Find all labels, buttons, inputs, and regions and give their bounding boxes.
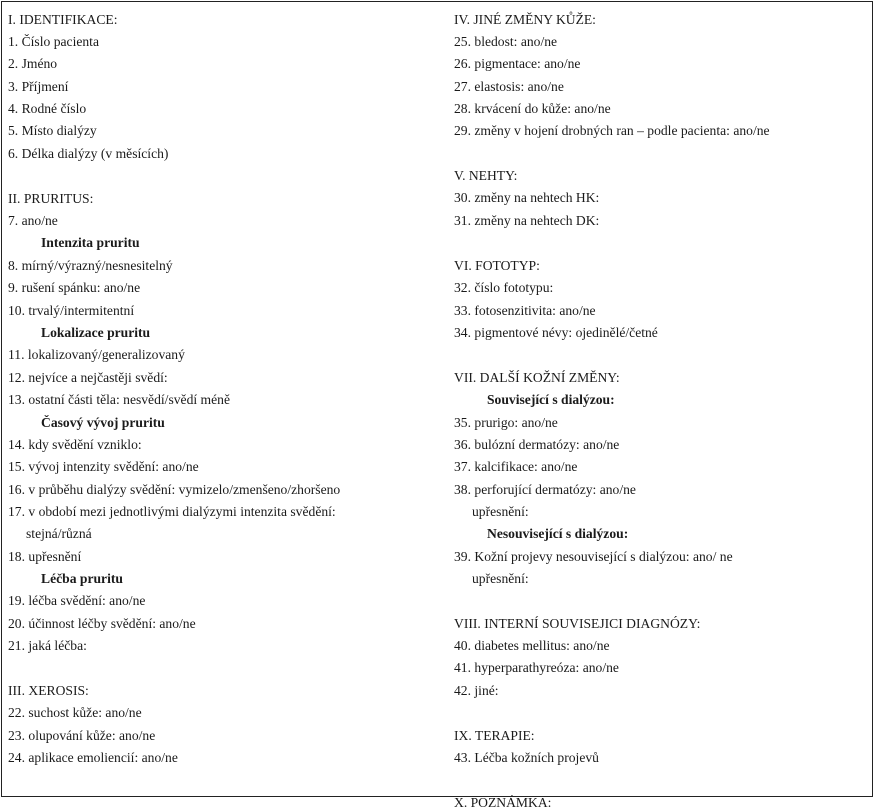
- right-form-item: 29. změny v hojení drobných ran – podle pacienta: ano/ne: [454, 123, 770, 138]
- left-section-heading: II. PRURITUS:: [8, 191, 94, 206]
- right-form-item: upřesnění:: [472, 504, 529, 519]
- right-form-item: 43. Léčba kožních projevů: [454, 750, 599, 765]
- left-form-item: 17. v období mezi jednotlivými dialýzymi intenzita svědění:: [8, 504, 336, 519]
- form-frame: [1, 1, 873, 810]
- right-form-item: 34. pigmentové névy: ojedinělé/četné: [454, 325, 658, 340]
- left-form-item: 24. aplikace emoliencií: ano/ne: [8, 750, 178, 765]
- left-form-item: 3. Příjmení: [8, 79, 69, 94]
- left-form-item: 14. kdy svědění vzniklo:: [8, 437, 142, 452]
- left-form-item: 22. suchost kůže: ano/ne: [8, 705, 142, 720]
- left-form-item: 11. lokalizovaný/generalizovaný: [8, 347, 185, 362]
- left-form-item: 19. léčba svědění: ano/ne: [8, 593, 146, 608]
- left-subheading: Časový vývoj pruritu: [41, 415, 165, 430]
- right-subheading: Nesouvisející s dialýzou:: [487, 526, 629, 541]
- right-form-item: 33. fotosenzitivita: ano/ne: [454, 303, 596, 318]
- left-form-item: 21. jaká léčba:: [8, 638, 87, 653]
- right-form-item: 38. perforující dermatózy: ano/ne: [454, 482, 636, 497]
- left-form-item: 7. ano/ne: [8, 213, 58, 228]
- right-form-item: 26. pigmentace: ano/ne: [454, 56, 581, 71]
- left-section-heading: III. XEROSIS:: [8, 683, 89, 698]
- left-section-heading: I. IDENTIFIKACE:: [8, 12, 118, 27]
- left-form-item: 1. Číslo pacienta: [8, 34, 99, 49]
- right-form-item: 40. diabetes mellitus: ano/ne: [454, 638, 610, 653]
- left-form-item: stejná/různá: [26, 526, 92, 541]
- left-form-item: 10. trvalý/intermitentní: [8, 303, 135, 318]
- left-form-item: 9. rušení spánku: ano/ne: [8, 280, 141, 295]
- right-section-heading: VIII. INTERNÍ SOUVISEJICI DIAGNÓZY:: [454, 616, 701, 631]
- left-form-item: 6. Délka dialýzy (v měsících): [8, 146, 169, 161]
- left-form-item: 5. Místo dialýzy: [8, 123, 97, 138]
- right-form-item: 28. krvácení do kůže: ano/ne: [454, 101, 611, 116]
- right-form-item: 37. kalcifikace: ano/ne: [454, 459, 578, 474]
- left-form-item: 23. olupování kůže: ano/ne: [8, 728, 156, 743]
- right-section-heading: VII. DALŠÍ KOŽNÍ ZMĚNY:: [454, 370, 620, 385]
- left-subheading: Lokalizace pruritu: [41, 325, 151, 340]
- left-form-item: 20. účinnost léčby svědění: ano/ne: [8, 616, 196, 631]
- right-form-item: 27. elastosis: ano/ne: [454, 79, 564, 94]
- left-form-item: 13. ostatní části těla: nesvědí/svědí méně: [8, 392, 230, 407]
- right-section-heading: X. POZNÁMKA:: [454, 795, 552, 810]
- right-form-item: 36. bulózní dermatózy: ano/ne: [454, 437, 620, 452]
- right-form-item: upřesnění:: [472, 571, 529, 586]
- right-section-heading: V. NEHTY:: [454, 168, 518, 183]
- right-form-item: 42. jiné:: [454, 683, 499, 698]
- right-form-item: 30. změny na nehtech HK:: [454, 190, 600, 205]
- left-form-item: 2. Jméno: [8, 56, 58, 71]
- left-form-item: 16. v průběhu dialýzy svědění: vymizelo/zmenšeno/zhoršeno: [8, 482, 341, 497]
- right-form-item: 39. Kožní projevy nesouvisející s dialýzou: ano/ ne: [454, 549, 733, 564]
- right-section-heading: IX. TERAPIE:: [454, 728, 535, 743]
- left-subheading: Léčba pruritu: [41, 571, 123, 586]
- right-section-heading: VI. FOTOTYP:: [454, 258, 540, 273]
- left-subheading: Intenzita pruritu: [41, 235, 140, 250]
- right-subheading: Související s dialýzou:: [487, 392, 615, 407]
- left-form-item: 18. upřesnění: [8, 549, 82, 564]
- left-form-item: 4. Rodné číslo: [8, 101, 87, 116]
- right-form-item: 25. bledost: ano/ne: [454, 34, 558, 49]
- right-section-heading: IV. JINÉ ZMĚNY KŮŽE:: [454, 12, 596, 27]
- left-form-item: 15. vývoj intenzity svědění: ano/ne: [8, 459, 199, 474]
- right-form-item: 35. prurigo: ano/ne: [454, 415, 558, 430]
- right-form-item: 41. hyperparathyreóza: ano/ne: [454, 660, 619, 675]
- left-form-item: 12. nejvíce a nejčastěji svědí:: [8, 370, 168, 385]
- left-form-item: 8. mírný/výrazný/nesnesitelný: [8, 258, 173, 273]
- right-form-item: 31. změny na nehtech DK:: [454, 213, 600, 228]
- right-form-item: 32. číslo fototypu:: [454, 280, 554, 295]
